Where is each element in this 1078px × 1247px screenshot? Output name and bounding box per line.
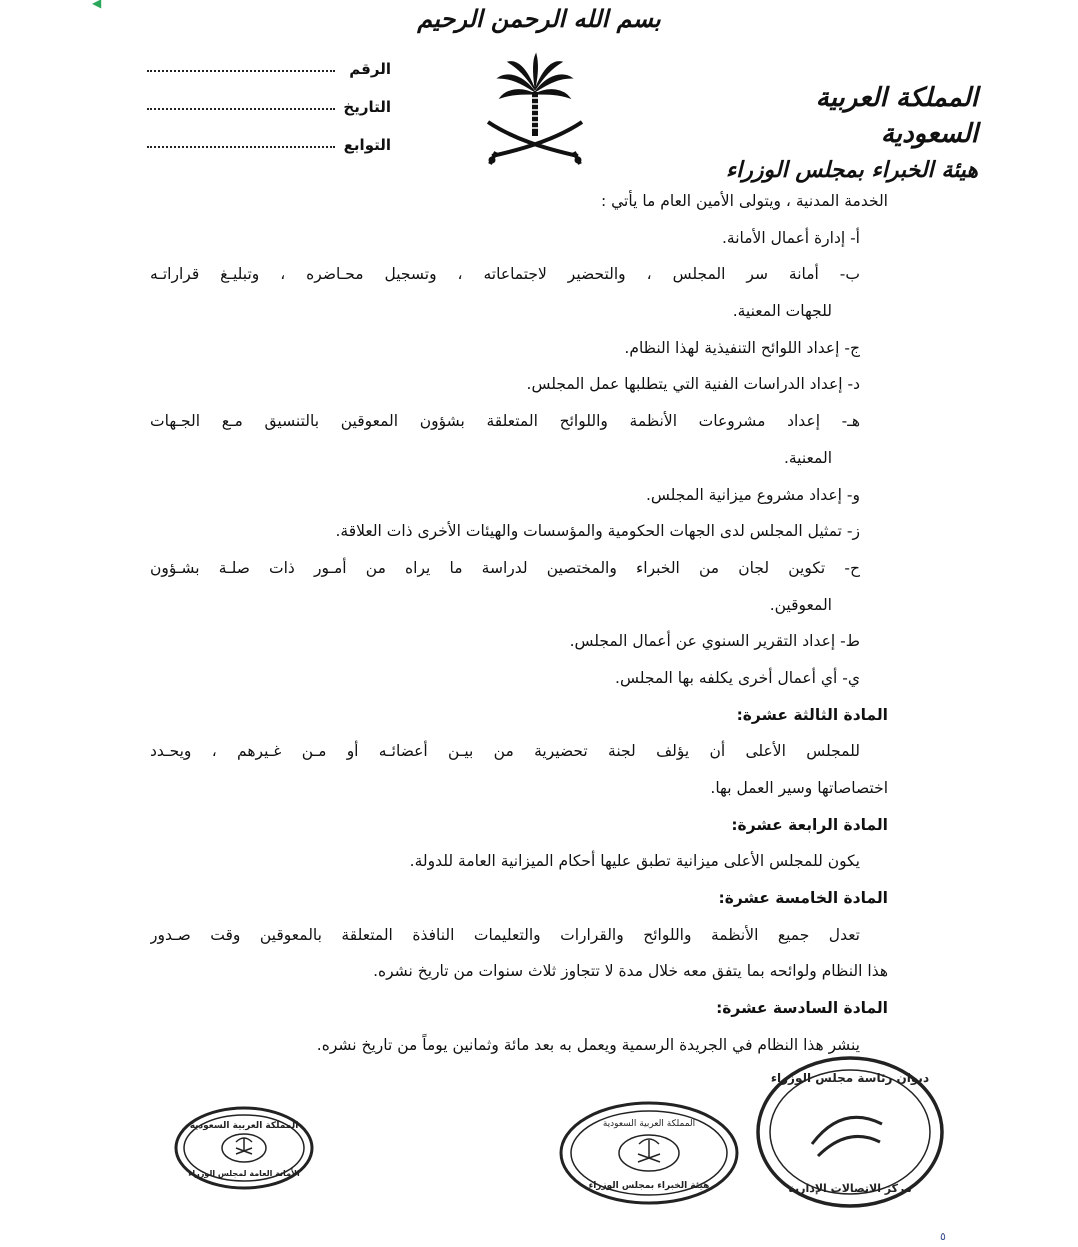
letterhead bbox=[718, 80, 978, 188]
body-line: ج- إعداد اللوائح التنفيذية لهذا النظام. bbox=[624, 338, 860, 357]
left-stamp-icon bbox=[172, 1104, 316, 1192]
right-stamp-icon bbox=[752, 1052, 948, 1212]
body-line: هذا النظام ولوائحه بما يتفق معه خلال مدة لا تتجاوز ثلاث سنوات من تاريخ نشره. bbox=[373, 962, 888, 981]
article-heading: المادة السادسة عشرة: bbox=[716, 999, 888, 1018]
body-line: يكون للمجلس الأعلى ميزانية تطبق عليها أحكام الميزانية العامة للدولة. bbox=[409, 852, 860, 871]
date-line bbox=[147, 108, 335, 110]
body-line: ب- أمانة سر المجلس ، والتحضير لاجتماعاته ، وتسجيل محـاضره ، وتبليـغ قراراتـه bbox=[150, 265, 860, 284]
date-row bbox=[145, 96, 405, 134]
attachments-row bbox=[145, 134, 405, 172]
letterhead-organization: هيئة الخبراء بمجلس الوزراء bbox=[725, 157, 978, 183]
reference-number-line bbox=[147, 70, 335, 72]
body-line: ينشر هذا النظام في الجريدة الرسمية ويعمل به بعد مائة وثمانين يوماً من تاريخ نشره. bbox=[316, 1035, 860, 1054]
reference-number-label: الرقم bbox=[349, 60, 391, 78]
reference-fields bbox=[145, 58, 405, 172]
body-line: ي- أي أعمال أخرى يكلفه بها المجلس. bbox=[615, 668, 860, 687]
document-body bbox=[150, 186, 888, 1067]
basmala: بسم الله الرحمن الرحيم bbox=[417, 4, 661, 33]
body-line: ز- تمثيل المجلس لدى الجهات الحكومية والمؤسسات والهيئات الأخرى ذات العلاقة. bbox=[335, 522, 860, 541]
body-line: ط- إعداد التقرير السنوي عن أعمال المجلس. bbox=[569, 632, 860, 651]
right-stamp-top-text: ديوان رئاسة مجلس الوزراء bbox=[770, 1071, 930, 1085]
right-stamp-bottom-text: مركز الاتصالات الإدارية bbox=[788, 1182, 912, 1195]
body-line: و- إعداد مشروع ميزانية المجلس. bbox=[645, 485, 860, 504]
middle-stamp-icon bbox=[556, 1098, 742, 1208]
letterhead-country: المملكة العربية السعودية bbox=[815, 83, 978, 149]
reference-number-row bbox=[145, 58, 405, 96]
left-stamp-top-text: المملكة العربية السعودية bbox=[189, 1121, 299, 1131]
body-line: للمجلس الأعلى أن يؤلف لجنة تحضيرية من بيـن أعضائـه أو مـن غـيرهم ، ويحـدد bbox=[150, 742, 860, 761]
attachments-label: التوابع bbox=[343, 136, 391, 154]
body-line: ح- تكوين لجان من الخبراء والمختصين لدراسة ما يراه من أمـور ذات صلـة بشـؤون bbox=[150, 558, 860, 577]
body-line: هـ- إعداد مشروعات الأنظمة واللوائح المتعلقة بشؤون المعوقين بالتنسيق مـع الجـهات bbox=[150, 412, 860, 431]
page-number: ٥ bbox=[940, 1230, 946, 1243]
attachments-line bbox=[147, 146, 335, 148]
body-line: للجهات المعنية. bbox=[732, 302, 832, 321]
body-line: اختصاصاتها وسير العمل بها. bbox=[710, 779, 888, 797]
body-line: المعنية. bbox=[783, 448, 832, 467]
middle-stamp-bottom-text: هيئة الخبراء بمجلس الوزراء bbox=[588, 1181, 710, 1191]
article-heading: المادة الثالثة عشرة: bbox=[736, 705, 888, 724]
body-line: د- إعداد الدراسات الفنية التي يتطلبها عمل المجلس. bbox=[526, 375, 860, 394]
body-line: المعوقين. bbox=[769, 595, 832, 614]
middle-stamp-top-text: المملكة العربية السعودية bbox=[602, 1119, 696, 1129]
body-line: أ- إدارة أعمال الأمانة. bbox=[721, 228, 860, 247]
corner-mark: ◀ bbox=[92, 0, 102, 10]
body-line: تعدل جميع الأنظمة واللوائح والقرارات والتعليمات النافذة المتعلقة بالمعوقين وقت صـدور bbox=[150, 925, 860, 944]
article-heading: المادة الخامسة عشرة: bbox=[718, 889, 888, 908]
date-label: التاريخ bbox=[343, 98, 391, 116]
body-line: الخدمة المدنية ، ويتولى الأمين العام ما يأتي : bbox=[600, 192, 888, 210]
saudi-emblem-icon bbox=[482, 52, 588, 170]
left-stamp-bottom-text: الأمانة العامة لمجلس الوزراء bbox=[188, 1169, 300, 1178]
article-heading: المادة الرابعة عشرة: bbox=[731, 815, 888, 834]
